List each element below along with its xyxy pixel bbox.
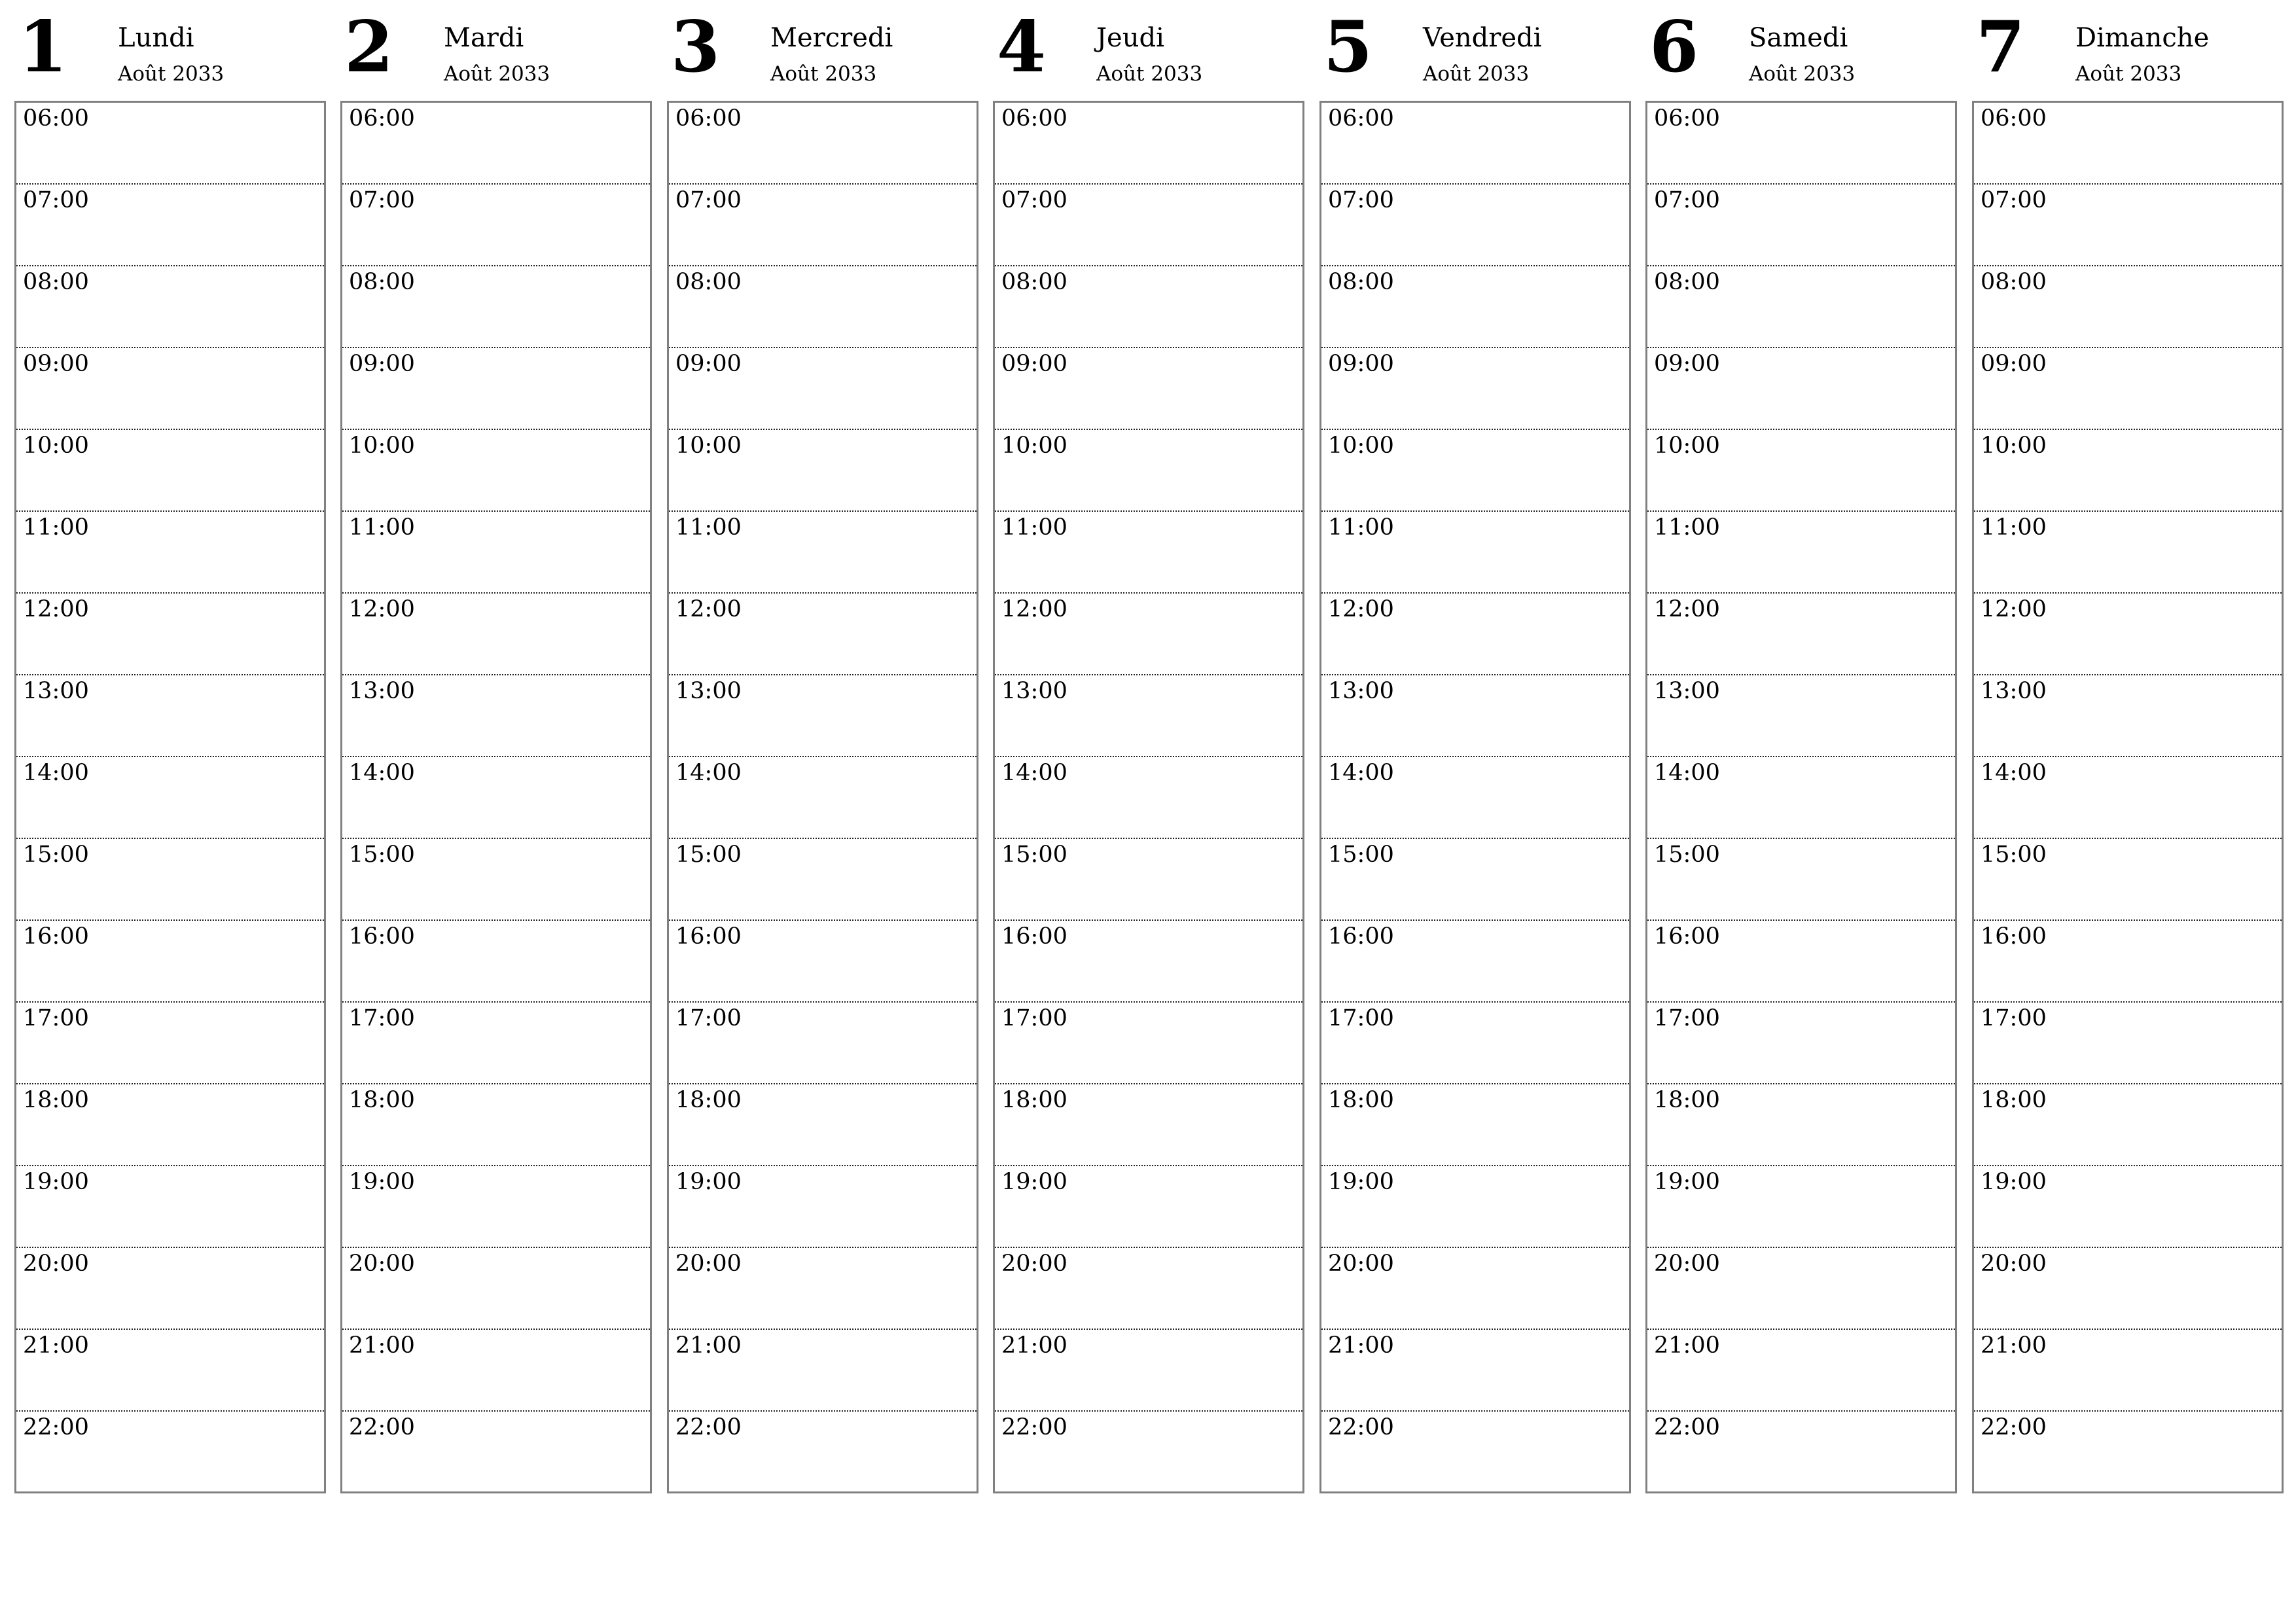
day-month: Août 2033 [770, 62, 877, 86]
day-month: Août 2033 [1749, 62, 1856, 86]
time-label: 06:00 [1654, 105, 1720, 132]
day-schedule-box [340, 101, 652, 1493]
time-slot[interactable] [1647, 675, 1955, 757]
time-label: 09:00 [1001, 351, 1067, 377]
time-label: 22:00 [1001, 1414, 1067, 1440]
time-label: 17:00 [23, 1005, 89, 1031]
day-header [14, 0, 327, 98]
day-month: Août 2033 [1423, 62, 1530, 86]
time-slot[interactable] [1974, 839, 2282, 921]
time-slot[interactable] [995, 839, 1302, 921]
time-slot[interactable] [1974, 348, 2282, 430]
time-slot[interactable] [995, 594, 1302, 675]
time-label: 09:00 [1654, 351, 1720, 377]
time-slot[interactable] [16, 185, 324, 266]
time-slot[interactable] [1321, 1166, 1629, 1248]
time-slot[interactable] [1974, 675, 2282, 757]
day-name: Jeudi [1096, 23, 1164, 53]
time-slot[interactable] [16, 1003, 324, 1084]
time-label: 18:00 [1001, 1087, 1067, 1113]
time-slot[interactable] [1974, 430, 2282, 512]
time-label: 16:00 [675, 923, 742, 950]
time-slot[interactable] [995, 675, 1302, 757]
time-label: 20:00 [23, 1251, 89, 1277]
time-label: 22:00 [675, 1414, 742, 1440]
day-header [1319, 0, 1632, 98]
time-slot[interactable] [1974, 594, 2282, 675]
time-label: 18:00 [675, 1087, 742, 1113]
time-label: 06:00 [675, 105, 742, 132]
time-label: 07:00 [349, 187, 415, 213]
time-label: 13:00 [1001, 678, 1067, 704]
time-label: 14:00 [1328, 760, 1394, 786]
day-header [1645, 0, 1958, 98]
time-label: 20:00 [1981, 1251, 2047, 1277]
time-slot[interactable] [669, 839, 977, 921]
time-label: 18:00 [1981, 1087, 2047, 1113]
time-label: 11:00 [675, 514, 742, 541]
time-slot[interactable] [1321, 103, 1629, 185]
time-label: 15:00 [349, 842, 415, 868]
time-slot[interactable] [669, 1412, 977, 1493]
time-slot[interactable] [669, 921, 977, 1003]
time-slot[interactable] [1647, 757, 1955, 839]
time-slot[interactable] [342, 512, 650, 594]
time-slot[interactable] [995, 921, 1302, 1003]
time-label: 13:00 [23, 678, 89, 704]
time-label: 12:00 [1001, 596, 1067, 622]
day-header [667, 0, 980, 98]
time-slot[interactable] [16, 1412, 324, 1493]
time-slot[interactable] [16, 921, 324, 1003]
time-slot[interactable] [1647, 512, 1955, 594]
time-slot[interactable] [669, 103, 977, 185]
time-slot[interactable] [1321, 675, 1629, 757]
time-slot[interactable] [669, 1003, 977, 1084]
time-slot[interactable] [1974, 1084, 2282, 1166]
time-label: 19:00 [23, 1169, 89, 1195]
time-label: 15:00 [1328, 842, 1394, 868]
time-slot[interactable] [342, 1084, 650, 1166]
time-label: 11:00 [1328, 514, 1394, 541]
time-slot[interactable] [16, 103, 324, 185]
time-label: 16:00 [349, 923, 415, 950]
time-label: 15:00 [1981, 842, 2047, 868]
day-month: Août 2033 [2075, 62, 2182, 86]
time-label: 09:00 [1981, 351, 2047, 377]
time-label: 09:00 [349, 351, 415, 377]
time-label: 21:00 [349, 1332, 415, 1359]
time-label: 18:00 [23, 1087, 89, 1113]
time-slot[interactable] [1321, 1330, 1629, 1412]
time-label: 13:00 [1654, 678, 1720, 704]
day-header [340, 0, 653, 98]
time-label: 11:00 [1981, 514, 2047, 541]
time-slot[interactable] [1974, 1003, 2282, 1084]
time-label: 22:00 [1981, 1414, 2047, 1440]
time-slot[interactable] [1647, 1248, 1955, 1330]
time-slot[interactable] [16, 1248, 324, 1330]
day-name: Lundi [118, 23, 194, 53]
time-slot[interactable] [1974, 185, 2282, 266]
time-slot[interactable] [669, 348, 977, 430]
time-slot[interactable] [342, 266, 650, 348]
time-slot[interactable] [995, 512, 1302, 594]
time-slot[interactable] [16, 348, 324, 430]
time-label: 21:00 [1654, 1332, 1720, 1359]
time-slot[interactable] [669, 675, 977, 757]
time-slot[interactable] [16, 430, 324, 512]
time-slot[interactable] [342, 921, 650, 1003]
time-label: 19:00 [1001, 1169, 1067, 1195]
time-label: 18:00 [349, 1087, 415, 1113]
time-slot[interactable] [995, 757, 1302, 839]
time-slot[interactable] [16, 594, 324, 675]
time-label: 16:00 [23, 923, 89, 950]
day-schedule-box [14, 101, 326, 1493]
time-label: 10:00 [349, 433, 415, 459]
time-slot[interactable] [669, 430, 977, 512]
time-label: 22:00 [1654, 1414, 1720, 1440]
time-label: 07:00 [675, 187, 742, 213]
time-slot[interactable] [669, 1248, 977, 1330]
time-slot[interactable] [342, 675, 650, 757]
time-slot[interactable] [1647, 1003, 1955, 1084]
time-label: 07:00 [1981, 187, 2047, 213]
time-slot[interactable] [1321, 594, 1629, 675]
time-slot[interactable] [16, 1330, 324, 1412]
time-label: 11:00 [349, 514, 415, 541]
time-slot[interactable] [1647, 185, 1955, 266]
time-label: 22:00 [1328, 1414, 1394, 1440]
time-label: 14:00 [23, 760, 89, 786]
time-label: 15:00 [1654, 842, 1720, 868]
time-slot[interactable] [1321, 185, 1629, 266]
time-label: 08:00 [1654, 269, 1720, 295]
time-label: 18:00 [1328, 1087, 1394, 1113]
time-label: 13:00 [1981, 678, 2047, 704]
time-slot[interactable] [16, 1084, 324, 1166]
time-label: 17:00 [349, 1005, 415, 1031]
time-label: 14:00 [349, 760, 415, 786]
time-label: 07:00 [23, 187, 89, 213]
day-month: Août 2033 [118, 62, 224, 86]
time-label: 11:00 [1654, 514, 1720, 541]
day-schedule-box [1645, 101, 1957, 1493]
time-slot[interactable] [1321, 757, 1629, 839]
day-name: Vendredi [1423, 23, 1542, 53]
time-label: 15:00 [23, 842, 89, 868]
time-label: 08:00 [1001, 269, 1067, 295]
time-slot[interactable] [1647, 103, 1955, 185]
time-slot[interactable] [1321, 266, 1629, 348]
time-label: 06:00 [1001, 105, 1067, 132]
day-number: 3 [671, 6, 721, 88]
time-label: 20:00 [1001, 1251, 1067, 1277]
day-name: Mardi [444, 23, 524, 53]
time-label: 19:00 [1654, 1169, 1720, 1195]
time-label: 12:00 [1981, 596, 2047, 622]
time-slot[interactable] [342, 1330, 650, 1412]
time-label: 14:00 [675, 760, 742, 786]
time-label: 19:00 [1981, 1169, 2047, 1195]
time-label: 09:00 [675, 351, 742, 377]
time-slot[interactable] [342, 839, 650, 921]
time-label: 14:00 [1001, 760, 1067, 786]
time-label: 11:00 [23, 514, 89, 541]
time-slot[interactable] [16, 266, 324, 348]
time-label: 17:00 [1981, 1005, 2047, 1031]
time-slot[interactable] [1647, 921, 1955, 1003]
time-slot[interactable] [1974, 921, 2282, 1003]
time-label: 19:00 [675, 1169, 742, 1195]
time-label: 17:00 [1001, 1005, 1067, 1031]
time-slot[interactable] [1321, 430, 1629, 512]
time-label: 21:00 [1981, 1332, 2047, 1359]
time-slot[interactable] [669, 1166, 977, 1248]
time-slot[interactable] [16, 675, 324, 757]
time-slot[interactable] [342, 103, 650, 185]
time-slot[interactable] [669, 512, 977, 594]
time-label: 22:00 [23, 1414, 89, 1440]
time-label: 21:00 [23, 1332, 89, 1359]
day-name: Samedi [1749, 23, 1848, 53]
time-slot[interactable] [995, 348, 1302, 430]
time-slot[interactable] [342, 1166, 650, 1248]
time-label: 12:00 [23, 596, 89, 622]
day-schedule-box [1319, 101, 1631, 1493]
time-slot[interactable] [1647, 1412, 1955, 1493]
time-slot[interactable] [16, 1166, 324, 1248]
time-label: 21:00 [1328, 1332, 1394, 1359]
time-slot[interactable] [995, 1003, 1302, 1084]
time-label: 08:00 [675, 269, 742, 295]
time-slot[interactable] [1974, 1166, 2282, 1248]
time-label: 08:00 [349, 269, 415, 295]
time-label: 06:00 [23, 105, 89, 132]
time-label: 10:00 [1654, 433, 1720, 459]
time-slot[interactable] [342, 430, 650, 512]
time-label: 17:00 [1328, 1005, 1394, 1031]
time-label: 09:00 [1328, 351, 1394, 377]
time-label: 08:00 [23, 269, 89, 295]
time-slot[interactable] [1647, 430, 1955, 512]
time-slot[interactable] [1974, 1248, 2282, 1330]
time-label: 20:00 [349, 1251, 415, 1277]
time-slot[interactable] [1647, 594, 1955, 675]
time-slot[interactable] [1321, 1084, 1629, 1166]
time-slot[interactable] [1321, 1003, 1629, 1084]
day-schedule-box [993, 101, 1304, 1493]
time-slot[interactable] [1321, 839, 1629, 921]
time-label: 10:00 [675, 433, 742, 459]
time-slot[interactable] [16, 512, 324, 594]
time-slot[interactable] [995, 266, 1302, 348]
time-label: 13:00 [675, 678, 742, 704]
time-slot[interactable] [342, 594, 650, 675]
time-slot[interactable] [1321, 921, 1629, 1003]
time-label: 06:00 [349, 105, 415, 132]
time-slot[interactable] [16, 839, 324, 921]
time-slot[interactable] [342, 1248, 650, 1330]
time-slot[interactable] [1321, 1248, 1629, 1330]
time-label: 12:00 [1654, 596, 1720, 622]
time-label: 08:00 [1981, 269, 2047, 295]
time-label: 19:00 [1328, 1169, 1394, 1195]
day-month: Août 2033 [444, 62, 550, 86]
time-slot[interactable] [669, 185, 977, 266]
time-label: 17:00 [1654, 1005, 1720, 1031]
time-slot[interactable] [1647, 1166, 1955, 1248]
time-slot[interactable] [995, 185, 1302, 266]
time-label: 10:00 [1981, 433, 2047, 459]
time-slot[interactable] [1974, 266, 2282, 348]
time-slot[interactable] [995, 1084, 1302, 1166]
time-label: 19:00 [349, 1169, 415, 1195]
time-label: 10:00 [1001, 433, 1067, 459]
time-label: 20:00 [1654, 1251, 1720, 1277]
time-slot[interactable] [995, 1412, 1302, 1493]
day-name: Dimanche [2075, 23, 2210, 53]
day-number: 2 [344, 6, 394, 88]
time-label: 15:00 [1001, 842, 1067, 868]
time-label: 16:00 [1328, 923, 1394, 950]
time-slot[interactable] [995, 103, 1302, 185]
time-slot[interactable] [669, 266, 977, 348]
day-number: 6 [1649, 6, 1699, 88]
day-month: Août 2033 [1096, 62, 1203, 86]
time-label: 16:00 [1654, 923, 1720, 950]
time-slot[interactable] [1974, 757, 2282, 839]
day-schedule-box [1972, 101, 2284, 1493]
time-slot[interactable] [995, 1330, 1302, 1412]
time-slot[interactable] [1974, 1412, 2282, 1493]
time-label: 10:00 [1328, 433, 1394, 459]
time-slot[interactable] [1647, 839, 1955, 921]
time-slot[interactable] [1321, 512, 1629, 594]
time-slot[interactable] [342, 1003, 650, 1084]
time-label: 08:00 [1328, 269, 1394, 295]
time-label: 13:00 [349, 678, 415, 704]
time-label: 14:00 [1654, 760, 1720, 786]
time-slot[interactable] [995, 1166, 1302, 1248]
time-label: 16:00 [1981, 923, 2047, 950]
time-slot[interactable] [1321, 348, 1629, 430]
time-slot[interactable] [1647, 1084, 1955, 1166]
day-number: 5 [1323, 6, 1373, 88]
time-label: 10:00 [23, 433, 89, 459]
day-header [1972, 0, 2285, 98]
time-slot[interactable] [1647, 348, 1955, 430]
time-label: 06:00 [1981, 105, 2047, 132]
time-label: 15:00 [675, 842, 742, 868]
time-slot[interactable] [669, 757, 977, 839]
time-label: 21:00 [675, 1332, 742, 1359]
day-number: 1 [18, 6, 68, 88]
time-label: 16:00 [1001, 923, 1067, 950]
time-slot[interactable] [16, 757, 324, 839]
time-label: 06:00 [1328, 105, 1394, 132]
time-slot[interactable] [1974, 1330, 2282, 1412]
time-slot[interactable] [342, 185, 650, 266]
time-label: 17:00 [675, 1005, 742, 1031]
time-label: 21:00 [1001, 1332, 1067, 1359]
time-slot[interactable] [1974, 512, 2282, 594]
time-label: 11:00 [1001, 514, 1067, 541]
time-label: 07:00 [1654, 187, 1720, 213]
time-slot[interactable] [342, 348, 650, 430]
time-label: 18:00 [1654, 1087, 1720, 1113]
time-slot[interactable] [1647, 1330, 1955, 1412]
time-label: 20:00 [1328, 1251, 1394, 1277]
day-header [993, 0, 1306, 98]
time-label: 09:00 [23, 351, 89, 377]
time-slot[interactable] [342, 1412, 650, 1493]
time-slot[interactable] [669, 1330, 977, 1412]
time-label: 13:00 [1328, 678, 1394, 704]
time-label: 22:00 [349, 1414, 415, 1440]
time-label: 12:00 [349, 596, 415, 622]
day-number: 4 [997, 6, 1047, 88]
day-schedule-box [667, 101, 978, 1493]
time-label: 07:00 [1328, 187, 1394, 213]
time-label: 12:00 [1328, 596, 1394, 622]
time-slot[interactable] [1647, 266, 1955, 348]
day-number: 7 [1976, 6, 2026, 88]
time-slot[interactable] [669, 594, 977, 675]
time-slot[interactable] [1321, 1412, 1629, 1493]
time-label: 14:00 [1981, 760, 2047, 786]
time-slot[interactable] [342, 757, 650, 839]
time-slot[interactable] [1974, 103, 2282, 185]
time-slot[interactable] [995, 1248, 1302, 1330]
day-name: Mercredi [770, 23, 893, 53]
time-label: 07:00 [1001, 187, 1067, 213]
time-slot[interactable] [995, 430, 1302, 512]
time-slot[interactable] [669, 1084, 977, 1166]
time-label: 12:00 [675, 596, 742, 622]
time-label: 20:00 [675, 1251, 742, 1277]
